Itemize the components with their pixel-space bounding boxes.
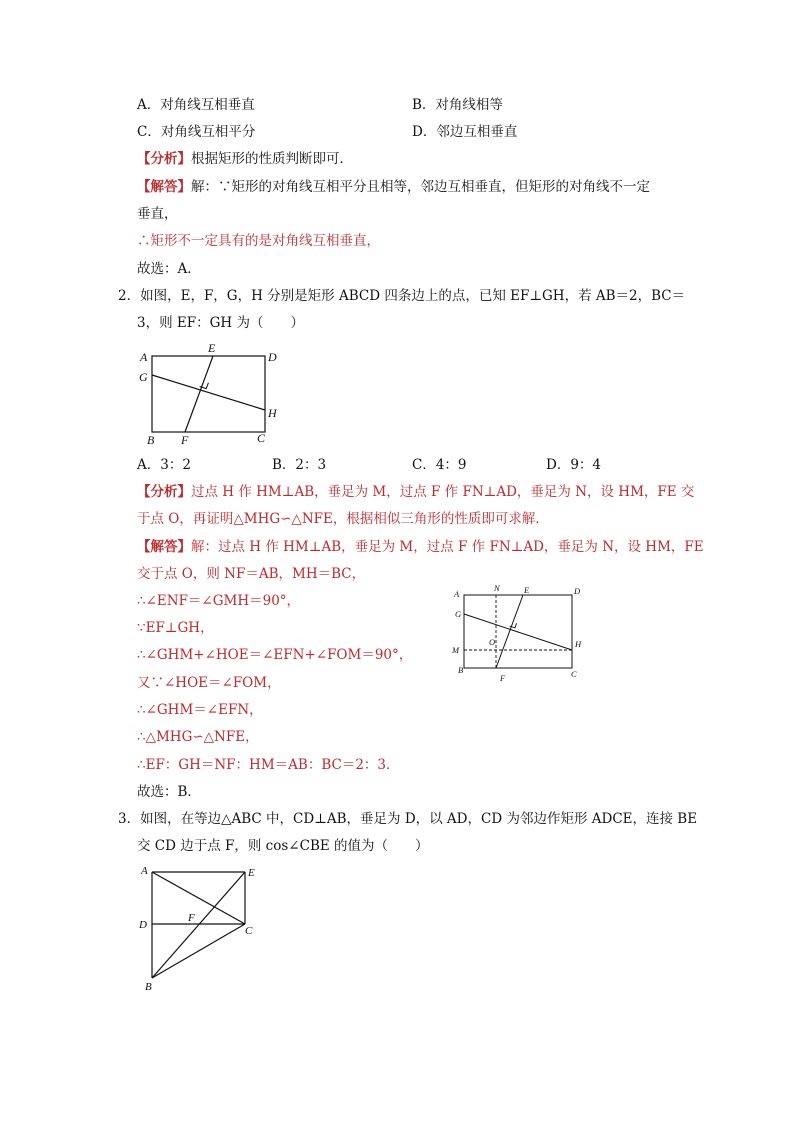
- answer-text: 解：过点 H 作 HM⊥AB，垂足为 M，过点 F 作 FN⊥AD，垂足为 N，设 HM，FE: [191, 539, 704, 555]
- fig-label-d: D: [268, 350, 277, 364]
- q2-step-2: ∴∠ENF＝∠GMH＝90°，: [137, 593, 301, 609]
- sol-label-d: D: [574, 586, 581, 596]
- q2-option-a: A．3：2: [137, 457, 191, 473]
- q2-solution-figure: [450, 583, 610, 683]
- q2-stem-line-1: 2．如图，E，F，G，H 分别是矩形 ABCD 四条边上的点，已知 EF⊥GH，若 AB＝2，BC＝: [118, 288, 686, 304]
- sol-label-h: H: [575, 639, 582, 649]
- q1-answer-line-1: [137, 178, 650, 196]
- sol-label-e: E: [524, 585, 530, 595]
- q1-answer-line-2: 垂直，: [137, 206, 178, 222]
- q3-stem-line-1: 3．如图，在等边△ABC 中，CD⊥AB，垂足为 D，以 AD，CD 为邻边作矩形 ADCE，连接 BE: [118, 811, 698, 827]
- fig3-label-e: E: [248, 867, 255, 879]
- q2-step-3: ∵EF⊥GH，: [137, 620, 214, 636]
- q1-option-d: D．邻边互相垂直: [412, 124, 518, 140]
- q2-analysis-line-2: 于点 O，再证明△MHG∽△NFE，根据相似三角形的性质即可求解．: [137, 511, 549, 527]
- sol-label-n: N: [494, 583, 500, 593]
- fig-label-h: H: [268, 406, 277, 420]
- fig3-label-d: D: [139, 919, 147, 931]
- answer-label: 【解答】: [137, 539, 191, 555]
- fig3-label-a: A: [141, 865, 148, 877]
- analysis-label: 【分析】: [137, 484, 191, 500]
- fig3-label-b: B: [145, 981, 152, 993]
- q2-stem-line-2: 3，则 EF：GH 为（ ）: [137, 315, 304, 331]
- q2-step-4: ∴∠GHM+∠HOE＝∠EFN+∠FOM＝90°，: [137, 647, 413, 663]
- fig-label-e: E: [208, 341, 216, 355]
- answer-label: 【解答】: [137, 179, 191, 195]
- answer-text: 解：∵矩形的对角线互相平分且相等，邻边互相垂直，但矩形的对角线不一定: [191, 179, 650, 195]
- sol-label-b: B: [458, 665, 464, 675]
- q1-answer-line-3: ∴矩形不一定具有的是对角线互相垂直，: [137, 233, 380, 249]
- q1-choice: 故选：A．: [137, 261, 201, 277]
- fig3-label-f: F: [188, 912, 195, 924]
- fig-label-b: B: [147, 433, 155, 447]
- q1-option-c: C．对角线互相平分: [137, 124, 256, 140]
- q2-option-b: B．2：3: [272, 457, 327, 473]
- sol-label-f: F: [500, 673, 506, 683]
- q1-option-a: A．对角线互相垂直: [137, 97, 255, 113]
- q1-option-b: B．对角线相等: [412, 97, 503, 113]
- q2-option-d: D．9：4: [546, 457, 602, 473]
- q2-answer-line-1: [137, 538, 704, 556]
- analysis-text: 过点 H 作 HM⊥AB，垂足为 M，过点 F 作 FN⊥AD，垂足为 N，设 HM，FE 交: [191, 484, 695, 500]
- fig-label-f: F: [181, 433, 189, 447]
- q2-step-7: ∴△MHG∽△NFE，: [137, 729, 259, 745]
- fig-label-a: A: [140, 350, 148, 364]
- fig-label-g: G: [139, 370, 148, 384]
- q2-figure-rectangle-diagram: [135, 340, 295, 445]
- q2-choice: 故选：B．: [137, 784, 201, 800]
- fig-label-c: C: [257, 431, 266, 445]
- q3-figure-triangle-diagram: [135, 862, 285, 992]
- sol-label-a: A: [454, 589, 460, 599]
- sol-label-o: O: [489, 637, 496, 647]
- q1-analysis: [137, 150, 353, 168]
- q2-analysis-line-1: [137, 483, 694, 501]
- sol-label-c: C: [571, 669, 577, 679]
- sol-label-g: G: [455, 609, 462, 619]
- q2-option-c: C．4：9: [412, 457, 467, 473]
- analysis-label: 【分析】: [137, 151, 191, 167]
- q2-step-8: ∴EF：GH＝NF：HM＝AB：BC＝2：3．: [137, 757, 400, 773]
- analysis-text: 根据矩形的性质判断即可．: [191, 151, 353, 167]
- q3-stem-line-2: 交 CD 边于点 F，则 cos∠CBE 的值为（ ）: [137, 838, 429, 854]
- fig3-label-c: C: [245, 925, 253, 937]
- q2-step-1: 交于点 O，则 NF＝AB，MH＝BC，: [137, 566, 366, 582]
- sol-label-m: M: [452, 645, 460, 655]
- q2-step-5: 又∵∠HOE＝∠FOM，: [137, 675, 281, 691]
- q2-step-6: ∴∠GHM＝∠EFN，: [137, 702, 263, 718]
